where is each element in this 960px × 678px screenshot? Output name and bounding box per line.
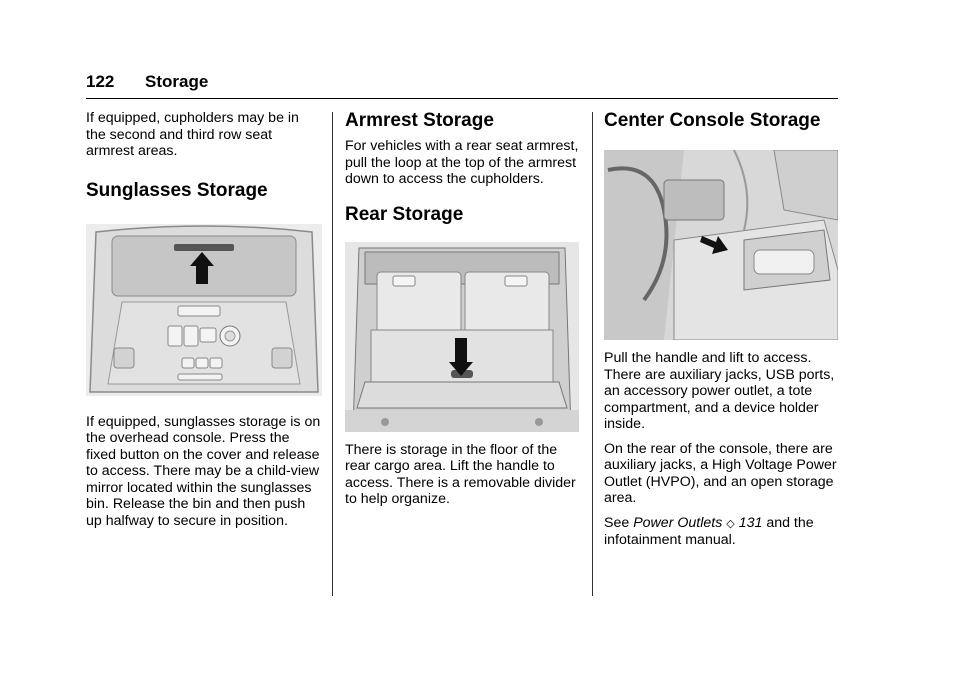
overhead-console-illustration (86, 224, 322, 396)
armrest-storage-heading: Armrest Storage (345, 110, 494, 131)
column-3 (604, 110, 840, 557)
column-2 (345, 110, 581, 516)
page-number: 122 (86, 72, 115, 91)
see-reference-paragraph (604, 515, 840, 549)
rear-storage-paragraph: There is storage in the floor of the rear cargo area. Lift the handle to access. There is a removable divider to help organize. (345, 441, 576, 507)
page-header (86, 72, 838, 99)
see-prefix: See (604, 514, 630, 531)
rear-cargo-area-illustration (345, 242, 579, 432)
center-console-paragraph-2: On the rear of the console, there are auxiliary jacks, a High Voltage Power Outlet (HVPO), and an open storage area. (604, 440, 837, 506)
section-title: Storage (145, 72, 209, 91)
page-reference-number[interactable]: 131 (738, 514, 763, 531)
center-console-illustration (604, 150, 838, 340)
column-divider (332, 112, 333, 596)
sunglasses-storage-paragraph: If equipped, sunglasses storage is on the overhead console. Press the fixed button on the cover and release to access. There may be a child-view mirror located within the sunglasses bin. Release the bin and then push up halfway to secure in position. (86, 413, 321, 529)
power-outlets-link[interactable]: Power Outlets (633, 514, 723, 531)
page-reference-icon: ◇ (726, 517, 735, 530)
rear-storage-heading: Rear Storage (345, 203, 464, 225)
see-suffix: and the infotainment manual. (604, 514, 814, 548)
center-console-storage-heading: Center Console Storage (604, 110, 821, 131)
armrest-storage-paragraph: For vehicles with a rear seat armrest, pull the loop at the top of the armrest down to access the cupholders. (345, 138, 579, 187)
cupholder-paragraph: If equipped, cupholders may be in the second and third row seat armrest areas. (86, 110, 299, 159)
column-divider (592, 112, 593, 596)
center-console-paragraph-1: Pull the handle and lift to access. There are auxiliary jacks, USB ports, an accessory power outlet, a tote compartment, and a device holder inside. (604, 350, 835, 432)
column-1 (86, 110, 322, 537)
sunglasses-storage-heading: Sunglasses Storage (86, 179, 268, 201)
